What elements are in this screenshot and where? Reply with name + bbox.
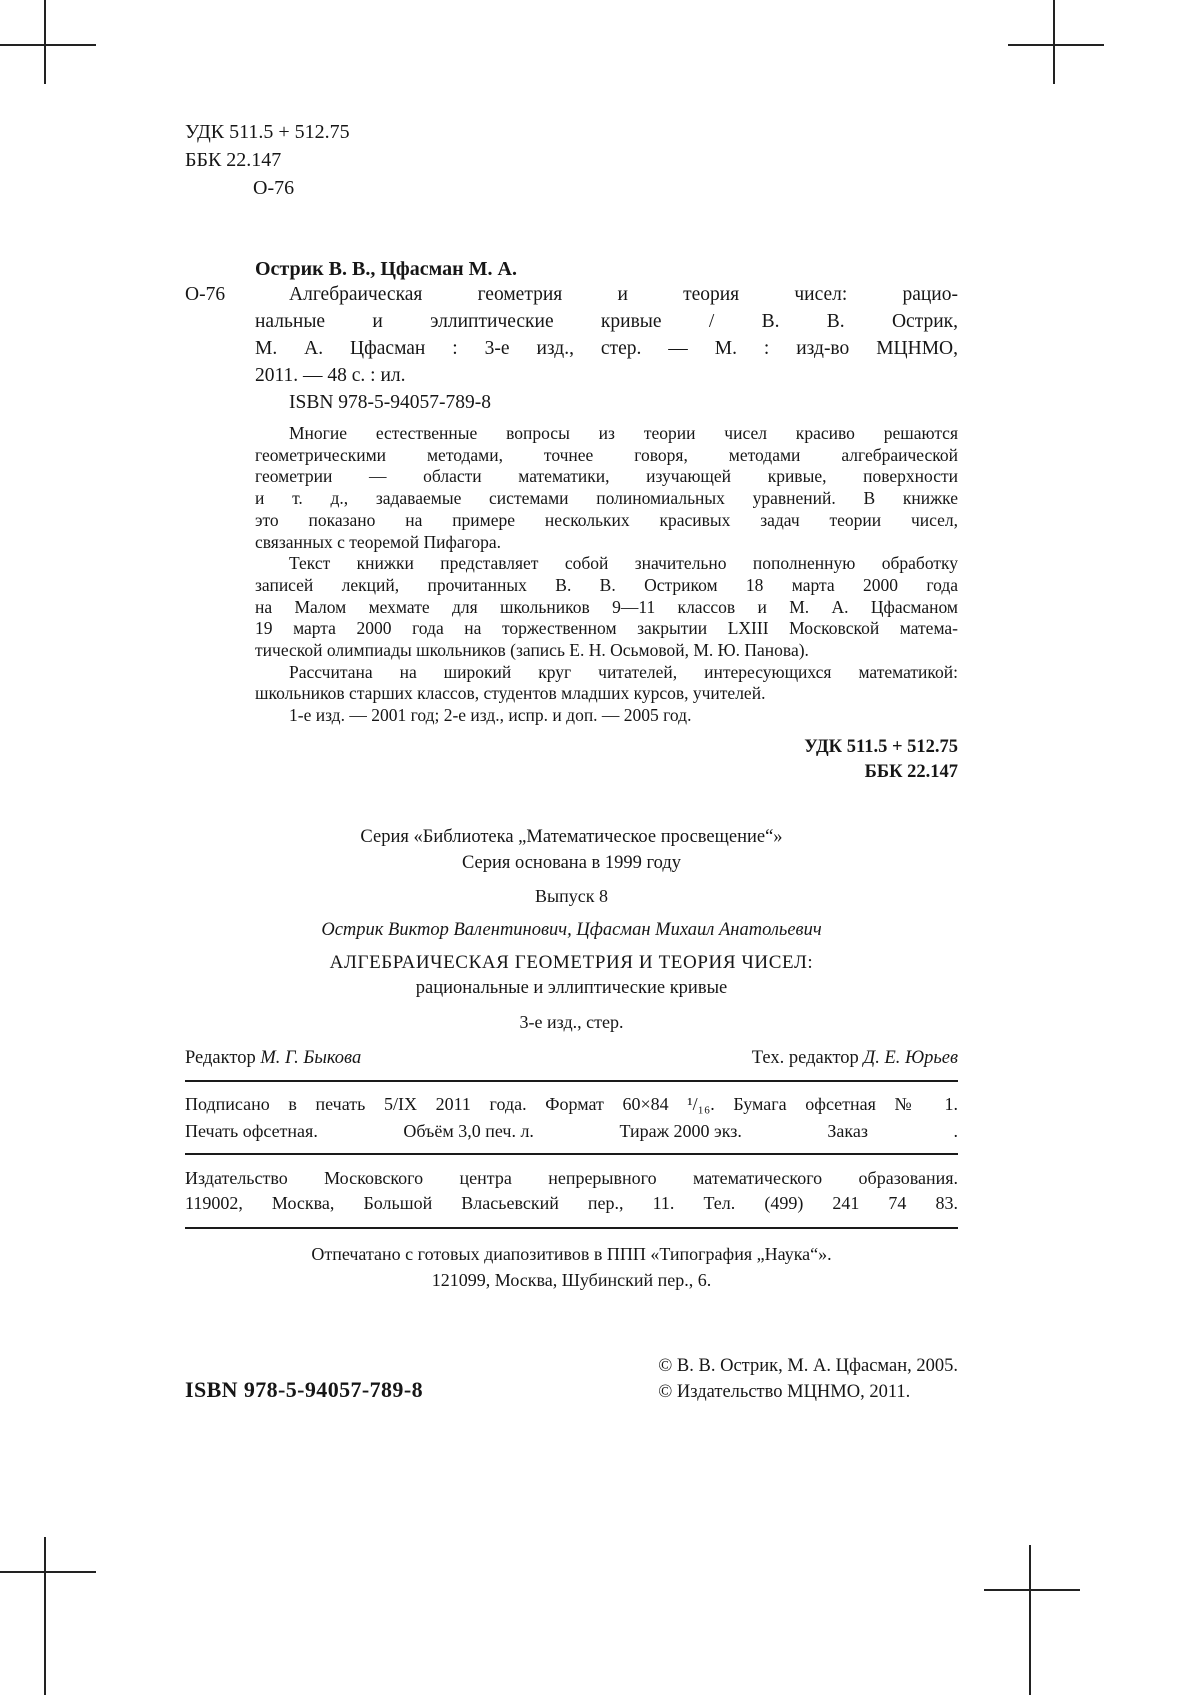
printed-at-line: Отпечатано с готовых диапозитивов в ППП «Типография „Наука“». <box>311 1243 832 1264</box>
annotation-line: связанных с теоремой Пифагора. <box>255 531 502 552</box>
crop-mark-top-left-v <box>44 0 46 84</box>
edition-note: 3-е изд., стер. <box>519 1011 624 1032</box>
catalog-line: М. А. Цфасман : 3-е изд., стер. — М. : изд-во МЦНМО, <box>255 338 958 359</box>
publisher-block <box>185 1166 958 1216</box>
series-title: Серия «Библиотека „Математическое просвещение“» <box>360 826 783 847</box>
crop-mark-top-left-h <box>0 44 96 46</box>
udc-number-right: УДК 511.5 + 512.75 <box>804 736 958 757</box>
annotation-line: Рассчитана на широкий круг читателей, интересующихся математикой: <box>289 661 958 682</box>
tech-editor-label: Тех. редактор <box>751 1047 859 1068</box>
divider-rule <box>185 1153 958 1155</box>
classification-right-block <box>185 735 958 785</box>
annotation-line: школьников старших классов, студентов младших курсов, учителей. <box>255 683 766 704</box>
annotation-line: Текст книжки представляет собой значительно пополненную обработку <box>289 553 958 574</box>
copyright-authors: © В. В. Острик, М. А. Цфасман, 2005. <box>658 1355 958 1376</box>
annotation-line: тической олимпиады школьников (запись Е. Н. Осьмовой, М. Ю. Панова). <box>255 640 809 661</box>
annotation-editions-line: 1-е изд. — 2001 год; 2-е изд., испр. и доп. — 2005 год. <box>289 705 692 726</box>
catalog-entry <box>185 281 958 416</box>
annotation-line: и т. д., задаваемые системами полиномиальных уравнений. В книжке <box>255 488 958 509</box>
editor-name: М. Г. Быкова <box>260 1047 362 1068</box>
isbn-footer: ISBN 978-5-94057-789-8 <box>185 1376 423 1402</box>
printing-item: Печать офсетная. <box>185 1120 318 1141</box>
editor-label: Редактор <box>185 1047 256 1068</box>
catalog-isbn: ISBN 978-5-94057-789-8 <box>289 392 492 413</box>
udc-number: УДК 511.5 + 512.75 <box>185 121 350 143</box>
bbk-number-right: ББК 22.147 <box>864 761 958 782</box>
printing-item: Тираж 2000 экз. <box>619 1120 742 1141</box>
book-title: АЛГЕБРАИЧЕСКАЯ ГЕОМЕТРИЯ И ТЕОРИЯ ЧИСЕЛ: <box>329 951 814 973</box>
author-sign-code: О-76 <box>253 177 295 199</box>
printing-info-line2 <box>185 1121 958 1142</box>
crop-mark-top-right-v <box>1053 0 1055 84</box>
crop-mark-bottom-right-h <box>984 1589 1080 1591</box>
classification-block <box>185 118 958 202</box>
crop-mark-bottom-left-v <box>44 1537 46 1695</box>
annotation-line: геометрическими методами, точнее говоря, методами алгебраической <box>255 444 958 465</box>
printing-item: Заказ <box>827 1120 868 1141</box>
catalog-line: нальные и эллиптические кривые / В. В. Острик, <box>255 311 958 332</box>
crop-mark-top-right-h <box>1008 44 1104 46</box>
editor <box>185 1048 361 1069</box>
annotation-paragraph-2 <box>255 553 958 662</box>
annotation-line: на Малом мехмате для школьников 9—11 классов и М. А. Цфасманом <box>255 596 958 617</box>
publisher-line: Издательство Московского центра непрерывного математического образования. <box>185 1167 958 1188</box>
divider-rule <box>185 1227 958 1229</box>
series-founded: Серия основана в 1999 году <box>461 852 682 873</box>
annotation-paragraph-1 <box>255 423 958 553</box>
crop-mark-bottom-left-h <box>0 1571 96 1573</box>
copyright-publisher: © Издательство МЦНМО, 2011. <box>658 1381 911 1402</box>
catalog-margin-code: О-76 <box>185 284 226 305</box>
catalog-line: Алгебраическая геометрия и теория чисел: рацио- <box>289 284 958 305</box>
printing-item: Объём 3,0 печ. л. <box>403 1120 534 1141</box>
footer <box>185 1353 958 1405</box>
publisher-line: 119002, Москва, Большой Власьевский пер., 11. Тел. (499) 241 74 83. <box>185 1192 958 1213</box>
crop-mark-bottom-right-v <box>1029 1545 1031 1695</box>
bbk-number: ББК 22.147 <box>185 149 282 171</box>
divider-rule <box>185 1080 958 1082</box>
copyright-block <box>658 1353 958 1405</box>
catalog-line: 2011. — 48 с. : ил. <box>255 365 406 386</box>
printed-at-block <box>185 1241 958 1293</box>
tech-editor <box>752 1048 958 1069</box>
book-subtitle: рациональные и эллиптические кривые <box>415 977 728 998</box>
tech-editor-name: Д. Е. Юрьев <box>863 1047 958 1068</box>
printing-item: . <box>953 1120 958 1141</box>
annotation-line: это показано на примере нескольких красивых задач теории чисел, <box>255 509 958 530</box>
authors-full-names: Острик Виктор Валентинович, Цфасман Михаил Анатольевич <box>321 919 822 940</box>
printed-at-line: 121099, Москва, Шубинский пер., 6. <box>431 1269 712 1290</box>
printing-info-line1: Подписано в печать 5/IX 2011 года. Формат 60×84 ¹/₁₆. Бумага офсетная № 1. <box>185 1093 958 1114</box>
annotation-line: записей лекций, прочитанных В. В. Остриком 18 марта 2000 года <box>255 574 958 595</box>
annotation-line: геометрии — области математики, изучающей кривые, поверхности <box>255 466 958 487</box>
annotation-line: Многие естественные вопросы из теории чисел красиво решаются <box>289 423 958 443</box>
page-content <box>185 0 958 1405</box>
editors-row <box>185 1048 958 1069</box>
annotation-line: 19 марта 2000 года на торжественном закрытии LXIII Московской матема- <box>255 618 958 639</box>
annotation-paragraph-3 <box>255 662 958 705</box>
catalog-authors: Острик В. В., Цфасман М. А. <box>255 258 517 280</box>
annotation <box>255 423 958 727</box>
series-issue: Выпуск 8 <box>535 885 608 906</box>
